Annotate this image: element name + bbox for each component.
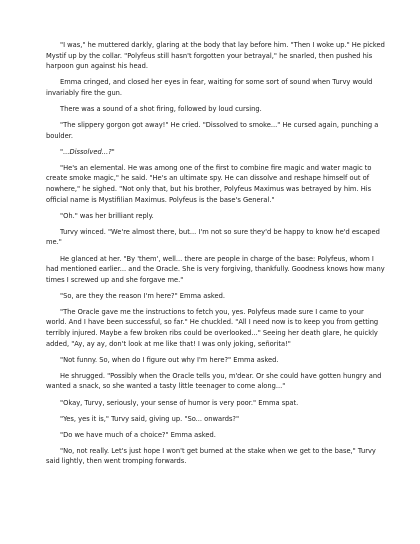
paragraph-12: "Not funny. So, when do I figure out why I'm here?" Emma asked. — [60, 355, 279, 364]
paragraph-8: Turvy winced. "We're almost there, but... I'm not so sure they'd be happy to know he'd escaped me." — [46, 227, 380, 247]
paragraph-6: "He's an elemental. He was among one of the first to combine fire magic and water magic to create smoke magic," he said. "He's an ultimate spy. He can dissolve and reshape himself out of nowhere," he sighed. "Not only that, but his brother, Polyfeus Maximus was betrayed by him. His official name is Mystifilian Maximus. Polyfeus is the base's General." — [46, 163, 372, 204]
paragraph-13: He shrugged. "Possibly when the Oracle tells you, m'dear. Or she could have gotten hungry and wanted a snack, so she wanted a tasty little teenager to come along..." — [46, 371, 382, 391]
paragraph-10: "So, are they the reason I'm here?" Emma asked. — [60, 291, 225, 300]
paragraph-4: "The slippery gorgon got away!" He cried. "Dissolved to smoke..." He cursed again, punching a boulder. — [46, 121, 379, 140]
paragraph-14: "Okay, Turvy, seriously, your sense of humor is very poor." Emma spat. — [60, 398, 299, 407]
paragraph-7: "Oh." was her brilliant reply. — [60, 211, 154, 220]
paragraph-1: "I was," he muttered darkly, glaring at the body that lay before him. "Then I woke up." He picked Mystif up by the collar. "Polyfeus still hasn't forgotten your betrayal," he snarled, then pushed his harpoon gun against his head. — [46, 41, 385, 71]
paragraph-9: He glanced at her. "By 'them', well... there are people in charge of the base: Polyfeus, whom I had mentioned earlier... and the Oracle. She is very forgiving, thankfully. Goodness knows how many times I screwed up and she forgave me." — [46, 254, 385, 284]
paragraph-15: "Yes, yes it is," Turvy said, giving up. "So... onwards?" — [60, 414, 240, 423]
paragraph-11: "The Oracle gave me the instructions to fetch you, yes. Polyfeus made sure I came to your world. And I have been successful, so far." He chuckled. "All I need now is to keep you from getting terribly injured. Maybe a few broken ribs could be overlooked..." Seeing her death glare, he quickly added, "Ay, ay ay, don't look at me like that! I was only joking, señorita!" — [46, 307, 379, 348]
paragraph-17: "No, not really. Let's just hope I won't get burned at the stake when we get to the base," Turvy said lightly, then went tromping forwards. — [46, 446, 376, 466]
paragraph-16: "Do we have much of a choice?" Emma asked. — [60, 430, 216, 439]
paragraph-5: "...Dissolved...?" — [60, 147, 115, 156]
paragraph-3: There was a sound of a shot firing, followed by loud cursing. — [60, 104, 262, 113]
paragraph-2: Emma cringed, and closed her eyes in fear, waiting for some sort of sound when Turvy would invariably fire the gun. — [46, 78, 373, 97]
